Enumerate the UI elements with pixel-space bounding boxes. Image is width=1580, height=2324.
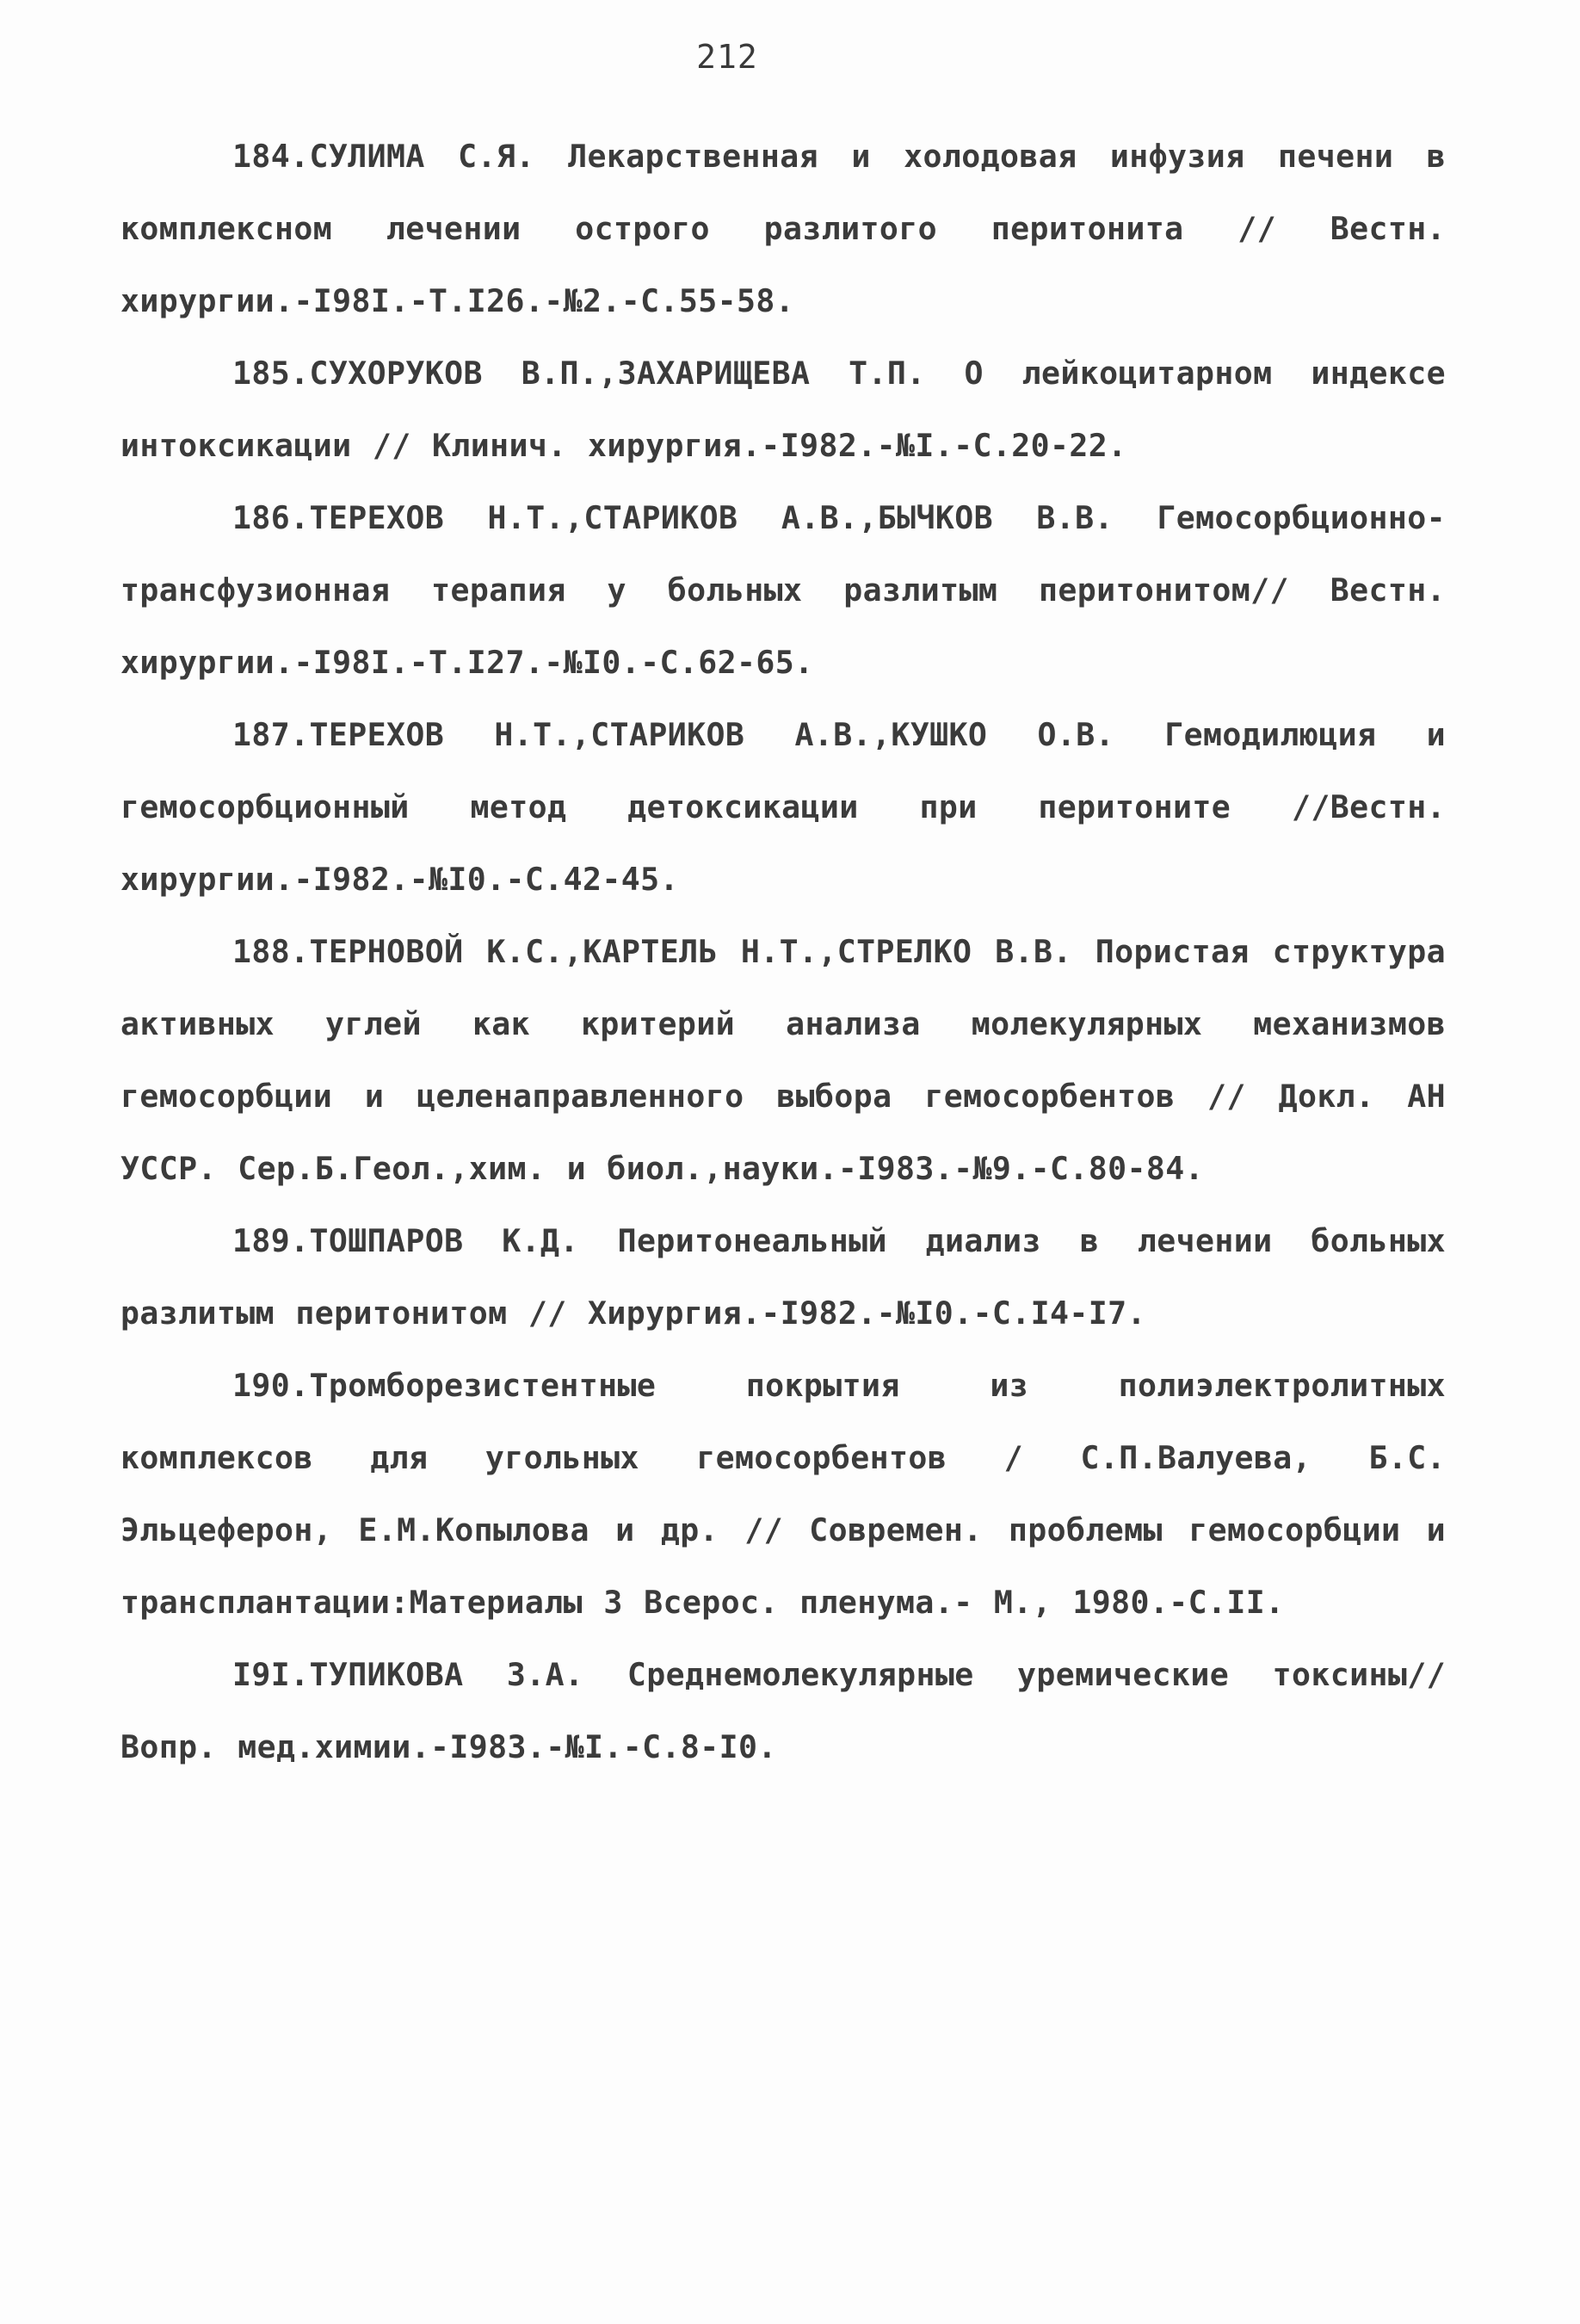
- reference-item-187: 187.ТЕРЕХОВ Н.Т.,СТАРИКОВ А.В.,КУШКО О.В. Гемодилюция и гемосорбционный метод детоксикации при перитоните //Вестн. хирургии.-I982.-№I0.-С.42-45.: [120, 716, 1446, 898]
- reference-item-190: 190.Тромборезистентные покрытия из полиэлектролитных комплексов для угольных гемосорбентов / С.П.Валуева, Б.С. Эльцеферон, Е.М.Копылова и др. // Современ. проблемы гемосорбции и трансплантации:Материалы 3 Всерос. пленума.- М., 1980.-С.II.: [120, 1367, 1446, 1621]
- reference-item-188: 188.ТЕРНОВОЙ К.С.,КАРТЕЛЬ Н.Т.,СТРЕЛКО В.В. Пористая структура активных углей как критерий анализа молекулярных механизмов гемосорбции и целенаправленного выбора гемосорбентов // Докл. АН УССР. Сер.Б.Геол.,хим. и биол.,науки.-I983.-№9.-С.80-84.: [120, 933, 1446, 1187]
- page-number: 212: [696, 38, 758, 76]
- reference-item-191: I9I.ТУПИКОВА З.А. Среднемолекулярные уремические токсины//Вопр. мед.химии.-I983.-№I.-С.8-I0.: [120, 1656, 1446, 1765]
- reference-item-189: 189.ТОШПАРОВ К.Д. Перитонеальный диализ в лечении больных разлитым перитонитом // Хирургия.-I982.-№I0.-С.I4-I7.: [120, 1222, 1446, 1332]
- reference-list: [120, 121, 1446, 1783]
- reference-item-185: 185.СУХОРУКОВ В.П.,ЗАХАРИЩЕВА Т.П. О лейкоцитарном индексе интоксикации // Клинич. хирургия.-I982.-№I.-С.20-22.: [120, 355, 1446, 464]
- reference-item-184: 184.СУЛИМА С.Я. Лекарственная и холодовая инфузия печени в комплексном лечении острого разлитого перитонита // Вестн. хирургии.-I98I.-Т.I26.-№2.-С.55-58.: [120, 138, 1446, 319]
- reference-item-186: 186.ТЕРЕХОВ Н.Т.,СТАРИКОВ А.В.,БЫЧКОВ В.В. Гемосорбционно-трансфузионная терапия у больных разлитым перитонитом// Вестн. хирургии.-I98I.-Т.I27.-№I0.-С.62-65.: [120, 499, 1446, 681]
